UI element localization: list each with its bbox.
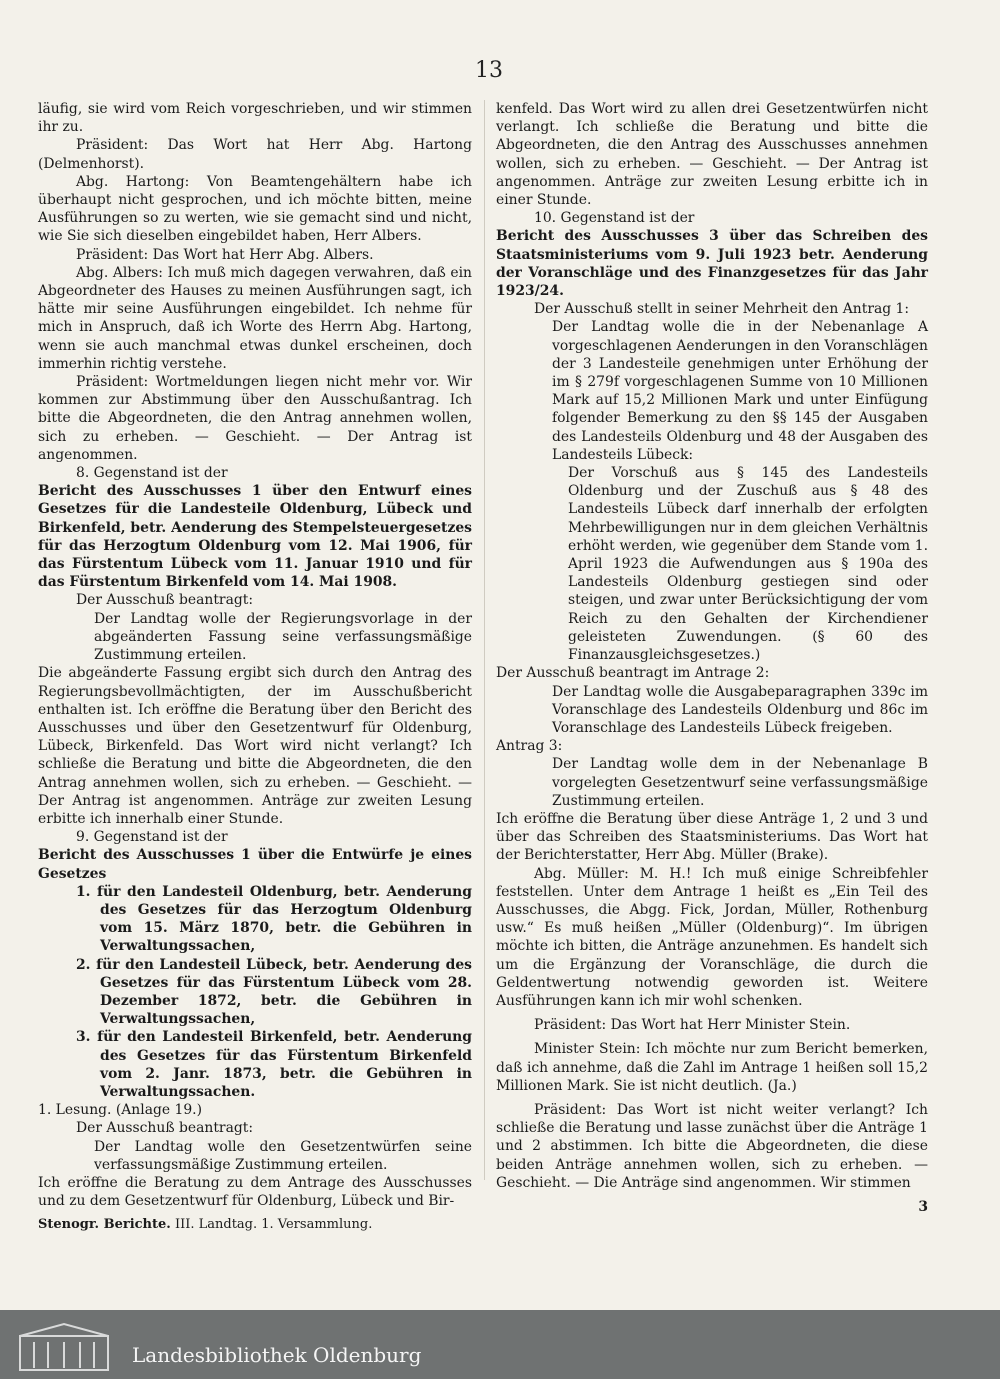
agenda-item: 8. Gegenstand ist der [76,465,228,482]
motion-text: Der Landtag wolle die in der Nebenanlage A vorgeschlagenen Aenderungen in den Voranschlägen der 3 Landesteile genehmigen unter Erhöhung der im § 279f vorgeschlagenen Summe von 10 Millionen Mark auf 15,2 Millionen Mark und unter Einfügung folgender Bemerkung zu den §§ 145 der Ausgaben des Landesteils Oldenburg und 48 der Ausgaben des Landesteils Lübeck: [552,319,928,463]
signature-mark: 3 [918,1198,928,1215]
speaker-paragraph: Abg. Hartong: Von Beamtengehältern habe ich überhaupt nicht gesprochen, und ich möchte bitten, meine Ausführungen so zu werten, wie sie gemacht sind und nicht, wie Sie sich dieselben eingebildet haben, Herr Albers. [38,173,472,245]
agenda-item: 9. Gegenstand ist der [76,829,228,846]
paragraph: Der Ausschuß beantragt im Antrage 2: [496,665,770,682]
footer-session: III. Landtag. 1. Versammlung. [174,1217,373,1233]
motion-note: Der Vorschuß aus § 145 des Landesteils Oldenburg und der Zuschuß aus § 48 des Landesteils Lübeck darf innerhalb der erfolgten Mehrbewilligungen nur in dem gleichen Verhältnis erhöht werden, wie gegenüber dem Stande vom 1. April 1923 die Aufwendungen aus § 190a des Landesteils Oldenburg gestiegen sind oder steigen, und zwar unter Berücksichtigung der vom Reich zu den Gehalten der Kirchendiener geleisteten Zuwendungen. (§ 60 des Finanzausgleichsgesetzes.) [568,465,928,664]
law-list [38,883,472,1101]
left-column [38,100,472,1235]
paragraph: Ich eröffne die Beratung über diese Anträge 1, 2 und 3 und über das Schreiben des Staatsministeriums. Das Wort hat der Berichterstatter, Herr Abg. Müller (Brake). [496,810,928,864]
library-building-icon [14,1320,114,1372]
library-name: Landesbibliothek Oldenburg [132,1343,422,1367]
paragraph: Antrag 3: [496,738,563,755]
speaker-paragraph: Präsident: Das Wort hat Herr Abg. Hartong (Delmenhorst). [38,137,472,172]
speaker-paragraph: Präsident: Das Wort ist nicht weiter verlangt? Ich schließe die Beratung und lasse zunächst über die Anträge 1 und 2 abstimmen. Ich bitte die Abgeordneten, die diese beiden Anträge annehmen wollen, sich zu erheben. — Geschieht. — Die Anträge sind angenommen. Wir stimmen [496,1101,928,1191]
paragraph: läufig, sie wird vom Reich vorgeschrieben, und wir stimmen ihr zu. [38,101,472,136]
speaker-paragraph: Präsident: Wortmeldungen liegen nicht mehr vor. Wir kommen zur Abstimmung über den Ausschußantrag. Ich bitte die Abgeordneten, die den Antrag annehmen wollen, sich zu erheben. — Geschieht. — Der Antrag ist angenommen. [38,374,472,463]
speaker-paragraph: Präsident: Das Wort hat Herr Minister Stein. [534,1017,851,1034]
paragraph: Der Ausschuß stellt in seiner Mehrheit den Antrag 1: [534,301,910,318]
page-footer [38,1216,472,1234]
agenda-item: 10. Gegenstand ist der [534,210,695,227]
report-heading: Bericht des Ausschusses 1 über die Entwürfe je eines Gesetzes [38,847,472,882]
paragraph: Die abgeänderte Fassung ergibt sich durch den Antrag des Regierungsbevollmächtigten, der im Ausschußbericht enthalten ist. Ich eröffne die Beratung über den Bericht des Ausschusses und über den Gesetzentwurf für Oldenburg, Lübeck, Birkenfeld. Das Wort wird nicht verlangt? Ich schließe die Beratung und bitte die Abgeordneten, die den Antrag annehmen wollen, sich zu erheben. — Geschieht. — Der Antrag ist angenommen. Anträge zur zweiten Lesung erbitte ich innerhalb einer Stunde. [38,665,472,827]
column-divider [484,100,485,1180]
page-number: 13 [475,58,503,83]
speaker-paragraph: Abg. Albers: Ich muß mich dagegen verwahren, daß ein Abgeordneter des Hauses zu meinen Ausführungen sagt, ich hätte mir seine Ausführungen eingebildet. Ich nehme für mich in Anspruch, daß ich Worte des Herrn Abg. Hartong, wenn sie auch manchmal etwas dunkel erscheinen, doch immerhin richtig verstehe. [38,264,472,372]
report-heading: Bericht des Ausschusses 3 über das Schreiben des Staatsministeriums vom 9. Juli 1923 betr. Aenderung der Voranschläge und des Finanzgesetzes für das Jahr 1923/24. [496,228,928,300]
list-item: 2. für den Landesteil Lübeck, betr. Aenderung des Gesetzes für das Fürstentum Lübeck vom 28. Dezember 1872, betr. die Gebühren in Verwaltungssachen, [76,956,472,1028]
speaker-paragraph: Präsident: Das Wort hat Herr Abg. Albers. [76,246,374,263]
paragraph: Ich eröffne die Beratung zu dem Antrage des Ausschusses und zu dem Gesetzentwurf für Oldenburg, Lübeck und Bir- [38,1174,472,1210]
motion-text: Der Landtag wolle der Regierungsvorlage in der abgeänderten Fassung seine verfassungsmäßige Zustimmung erteilen. [94,610,472,664]
motion-text: Der Landtag wolle den Gesetzentwürfen seine verfassungsmäßige Zustimmung erteilen. [94,1138,472,1173]
paragraph: 1. Lesung. (Anlage 19.) [38,1102,203,1119]
report-heading: Bericht des Ausschusses 1 über den Entwurf eines Gesetzes für die Landesteile Oldenburg, Lübeck und Birkenfeld, betr. Aenderung des Stempelsteuergesetzes für das Herzogtum Oldenburg vom 12. Mai 1906, für das Fürstentum Lübeck vom 11. Januar 1910 und für das Fürstentum Birkenfeld vom 14. Mai 1908. [38,483,472,591]
paragraph: Der Ausschuß beantragt: [76,592,254,609]
motion-text: Der Landtag wolle die Ausgabeparagraphen 339c im Voranschlage des Landesteils Oldenburg und 86c im Voranschlage des Landesteils Lübeck freigeben. [552,683,928,736]
footer-title: Stenogr. Berichte. [38,1217,171,1233]
motion-text: Der Landtag wolle dem in der Nebenanlage B vorgelegten Gesetzentwurf seine verfassungsmäßige Zustimmung erteilen. [552,756,928,809]
speaker-paragraph: Abg. Müller: M. H.! Ich muß einige Schreibfehler feststellen. Unter dem Antrage 1 heißt es „Ein Teil des Ausschusses, die Abgg. Fick, Jordan, Müller, Rothenburg usw.“ Es muß heißen „Müller (Oldenburg)“. Im übrigen möchte ich bitten, die Anträge anzunehmen. Es handelt sich um die Ergänzung der Voranschläge, die durch die Geldentwertung notwendig geworden ist. Weitere Ausführungen kann ich mir wohl schenken. [496,865,928,1009]
paragraph: Der Ausschuß beantragt: [76,1120,254,1137]
list-item: 3. für den Landesteil Birkenfeld, betr. Aenderung des Gesetzes für das Fürstentum Birkenfeld vom 2. Janr. 1873, betr. die Gebühren in Verwaltungssachen. [76,1029,472,1100]
list-item: 1. für den Landesteil Oldenburg, betr. Aenderung des Gesetzes für das Herzogtum Oldenburg vom 15. März 1870, betr. die Gebühren in Verwaltungssachen, [76,883,472,955]
speaker-paragraph: Minister Stein: Ich möchte nur zum Bericht bemerken, daß ich annehme, daß die Zahl im Antrage 1 heißen soll 15,2 Millionen Mark. Sie ist nicht deutlich. (Ja.) [496,1041,928,1094]
right-column [496,100,928,1216]
paragraph: kenfeld. Das Wort wird zu allen drei Gesetzentwürfen nicht verlangt. Ich schließe die Beratung und bitte die Abgeordneten, die den Antrag des Ausschusses annehmen wollen, sich zu erheben. — Geschieht. — Der Antrag ist angenommen. Anträge zur zweiten Lesung erbitte ich in einer Stunde. [496,101,928,209]
